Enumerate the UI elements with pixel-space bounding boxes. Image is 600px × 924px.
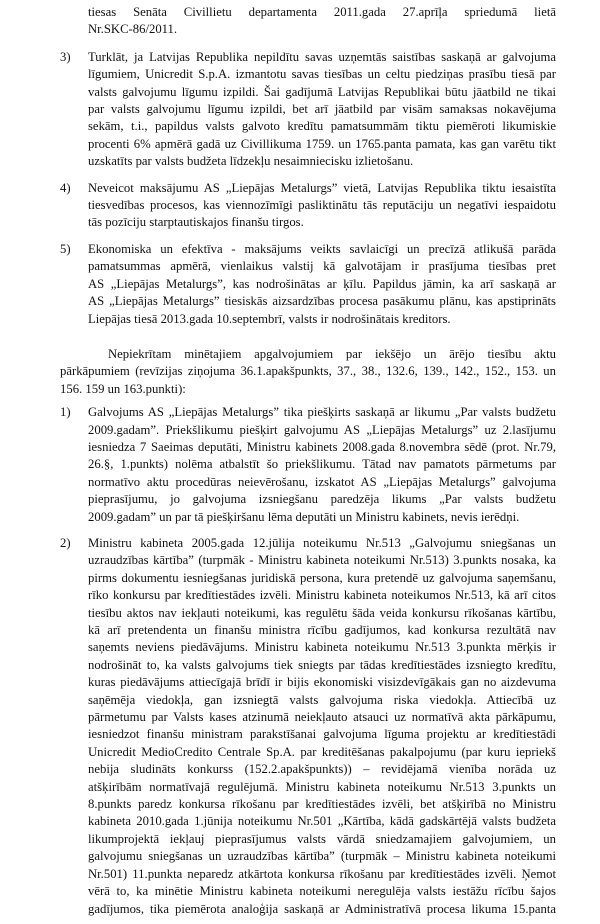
text-line: galvojumu sniegšanas un uzraudzības kārtība” (turpmāk – Ministru kabineta noteikumi: [88, 849, 556, 864]
numbered-paragraph: [60, 241, 556, 328]
text-line: pamatsummas apmērā, vienlaikus valstij kā galvotājam ir prasījuma tiesības pret: [88, 259, 556, 274]
text-line: 26.§, 1.punkts) nolēma atbalstīt šo priekšlikumu. Tātad nav pamatots pārmetums par: [88, 457, 556, 472]
paragraph: [88, 4, 556, 39]
text-line: iesniedza 7 Saeimas deputāti, Ministru kabinets 2008.gada 8.novembra sēdē (prot. Nr.79,: [88, 439, 556, 454]
paragraph-number: 2): [60, 535, 71, 550]
text-line: kabineta 2010.gada 1.jūnija noteikumu Nr.501 „Kārtība, kādā gadskārtējā valsts budžeta: [88, 814, 556, 829]
text-line: Nr.501) 11.punkta neparedz atkārtota konkursa rīkošanu par kredītiestādes izvēli. Ņemot: [88, 866, 556, 881]
paragraph-number: 4): [60, 180, 71, 195]
text-line: vērā to, ka minētie Ministru kabineta noteikumi neregulēja valsts iestāžu rīcību šajos: [88, 884, 556, 899]
paragraph-number: 5): [60, 241, 71, 256]
text-line: kuras piedāvājums attiecīgajā brīdī ir bijis ekonomiski visizdevīgākais gan no aizdevuma: [88, 675, 556, 690]
text-line: AS „Liepājas Metalurgs” tiesiskās aizsardzības procesa pasākumu plānu, kas apstiprināts: [88, 294, 556, 309]
text-line: līgumiem, Unicredit S.p.A. izmantotu savas tiesības un celtu piedziņas prasību tiesā par: [88, 67, 556, 82]
text-line: tiesas Senāta Civillietu departamenta 2011.gada 27.aprīļa spriedumā lietā: [88, 5, 556, 19]
text-line: 156. 159 un 163.punkti):: [60, 381, 186, 396]
text-line: 2009.gadam”. Priekšlikumu piešķirt galvojumu AS „Liepājas Metalurgs” uz 2.lasījumu: [88, 422, 556, 437]
text-line: Galvojums AS „Liepājas Metalurgs” tika piešķirts saskaņā ar likumu „Par valsts budžetu: [88, 405, 556, 420]
text-line: uzskatīts par valsts budžeta līdzekļu nesaimniecisku izlietošanu.: [88, 154, 414, 169]
numbered-paragraph: [60, 180, 556, 232]
text-line: pieprasījumu, jo galvojuma izsniegšanu paredzēja likums „Par valsts budžetu: [88, 492, 556, 507]
text-line: nodrošināt to, ka valsts galvojums tiek sniegts par tādas kredītiestādes izsniegto kredītu,: [88, 657, 556, 672]
text-line: Unicredit MedioCredito Centrale Sp.A. par kreditēšanas pakalpojumu (par kuru iepriekš: [88, 744, 556, 759]
text-line: normatīvo aktu procedūras neievērošanu, izskatot AS „Liepājas Metalurgs” galvojuma: [88, 474, 556, 489]
text-line: iesniedzot finanšu ministram parakstīšanai galvojuma līguma projektu ar kredītiestādi: [88, 727, 556, 742]
text-line: Turklāt, ja Latvijas Republika nepildītu savas uzņemtās saistības saskaņā ar galvojuma: [88, 49, 556, 64]
text-line: kā arī pretendenta un finanšu ministra rīcību gadījumos, kad konkursa rezultātā nav: [88, 623, 556, 637]
text-line: likumprojektā iekļauj pieprasījumus valsts vārdā sniedzamajiem galvojumiem, un: [88, 831, 556, 846]
text-line: uzraudzības kārtība” (turpmāk - Ministru kabineta noteikumi Nr.513) 3.punkts nosaka, ka: [88, 553, 556, 568]
text-line: tiesību aktos nav iekļauti noteikumi, kas regulētu šāda veida konkursu rīkošanas kārtību,: [88, 605, 556, 620]
text-line: sekām, t.i., papildus valsts galvoto kredītu pamatsummām tiktu piemēroti likumiskie: [88, 119, 556, 134]
text-line: Ekonomiska un efektīva - maksājums veikts savlaicīgi un precīzā atlikušā parāda: [88, 241, 556, 256]
paragraph: [60, 346, 556, 398]
text-line: rīko konkursu par kredītiestādes izvēli. Ministru kabineta noteikumos Nr.513, kā arī citos: [88, 588, 556, 603]
numbered-paragraph: [60, 49, 556, 171]
text-line: par valsts galvojumu līgumu izpildi, bet arī jāatbild par visām samaksas nokavējuma: [88, 102, 556, 117]
text-line: tās pozīciju starptautiskajos finanšu tirgos.: [88, 215, 304, 230]
text-line: 8.punkts paredz konkursa rīkošanu par kredītiestādes izvēli, bet atšķirībā no Ministru: [88, 797, 556, 812]
paragraph-number: 1): [60, 405, 71, 420]
text-line: procenti 6% apmērā gadā uz Civillikuma 1759. un 1765.panta pamata, kas gan varētu tikt: [88, 136, 556, 151]
numbered-paragraph: [60, 404, 556, 526]
text-line: valsts galvojumu līgumu izpildi. Šai gadījumā Latvijas Republikai būtu jāatbild ne tikai: [88, 84, 556, 99]
text-line: Neveicot maksājumu AS „Liepājas Metalurgs” vietā, Latvijas Republika tiktu iesaistīta: [88, 180, 556, 195]
text-line: saņemts neviens piedāvājums. Ministru kabineta noteikumu Nr.513 3.punkta mērķis ir: [88, 640, 556, 655]
numbered-paragraph: [60, 535, 556, 918]
text-line: pārkāpumiem (revīzijas ziņojuma 36.1.apakšpunkts, 37., 38., 132.6, 139., 142., 152., 153. un: [60, 364, 556, 379]
text-line: saņēmēja viedokļa, gan izsniegtā valsts galvojuma riska viedokļa. Attiecībā uz: [88, 692, 556, 707]
text-line: pārmetumu par Valsts kases atzinumā neiekļauto atsauci uz normatīvā akta pārkāpumu,: [88, 710, 556, 725]
text-line: Nepiekrītam minētajiem apgalvojumiem par iekšējo un ārējo tiesību aktu: [108, 346, 556, 361]
text-line: gadījumos, tika piemērota analoģija saskaņā ar Administratīvā procesa likuma 15.panta: [88, 901, 556, 916]
text-line: pirms dokumentu iesniegšanas juridiskā persona, kura pretendē uz galvojuma saņemšanu,: [88, 570, 556, 585]
text-line: Ministru kabineta 2005.gada 12.jūlija noteikumu Nr.513 „Galvojumu sniegšanas un: [88, 535, 556, 550]
text-line: atšķirībām normatīvajā regulējumā. Ministru kabineta noteikumu Nr.513 3.punkts un: [88, 779, 556, 794]
text-line: Nr.SKC-86/2011.: [88, 22, 178, 37]
text-line: Liepājas tiesā 2013.gada 10.septembrī, valsts ir nodrošinātais kreditors.: [88, 311, 451, 326]
text-line: tiesvedības procesos, kas viennozīmīgi pasliktinātu tās reputāciju un negatīvi iespaidotu: [88, 198, 556, 213]
text-line: 2009.gadam” un par tā piešķiršanu lēma deputāti un Ministru kabinets, nevis ierēdņi.: [88, 509, 520, 524]
paragraph-number: 3): [60, 49, 71, 64]
text-line: nebija sludināts konkurss (152.2.apakšpunkts)) – revidējamā vienība norāda uz: [88, 762, 556, 777]
text-line: AS „Liepājas Metalurgs”, kas nodrošinātas ar ķīlu. Papildus jāmin, ka arī saskaņā ar: [88, 276, 556, 291]
